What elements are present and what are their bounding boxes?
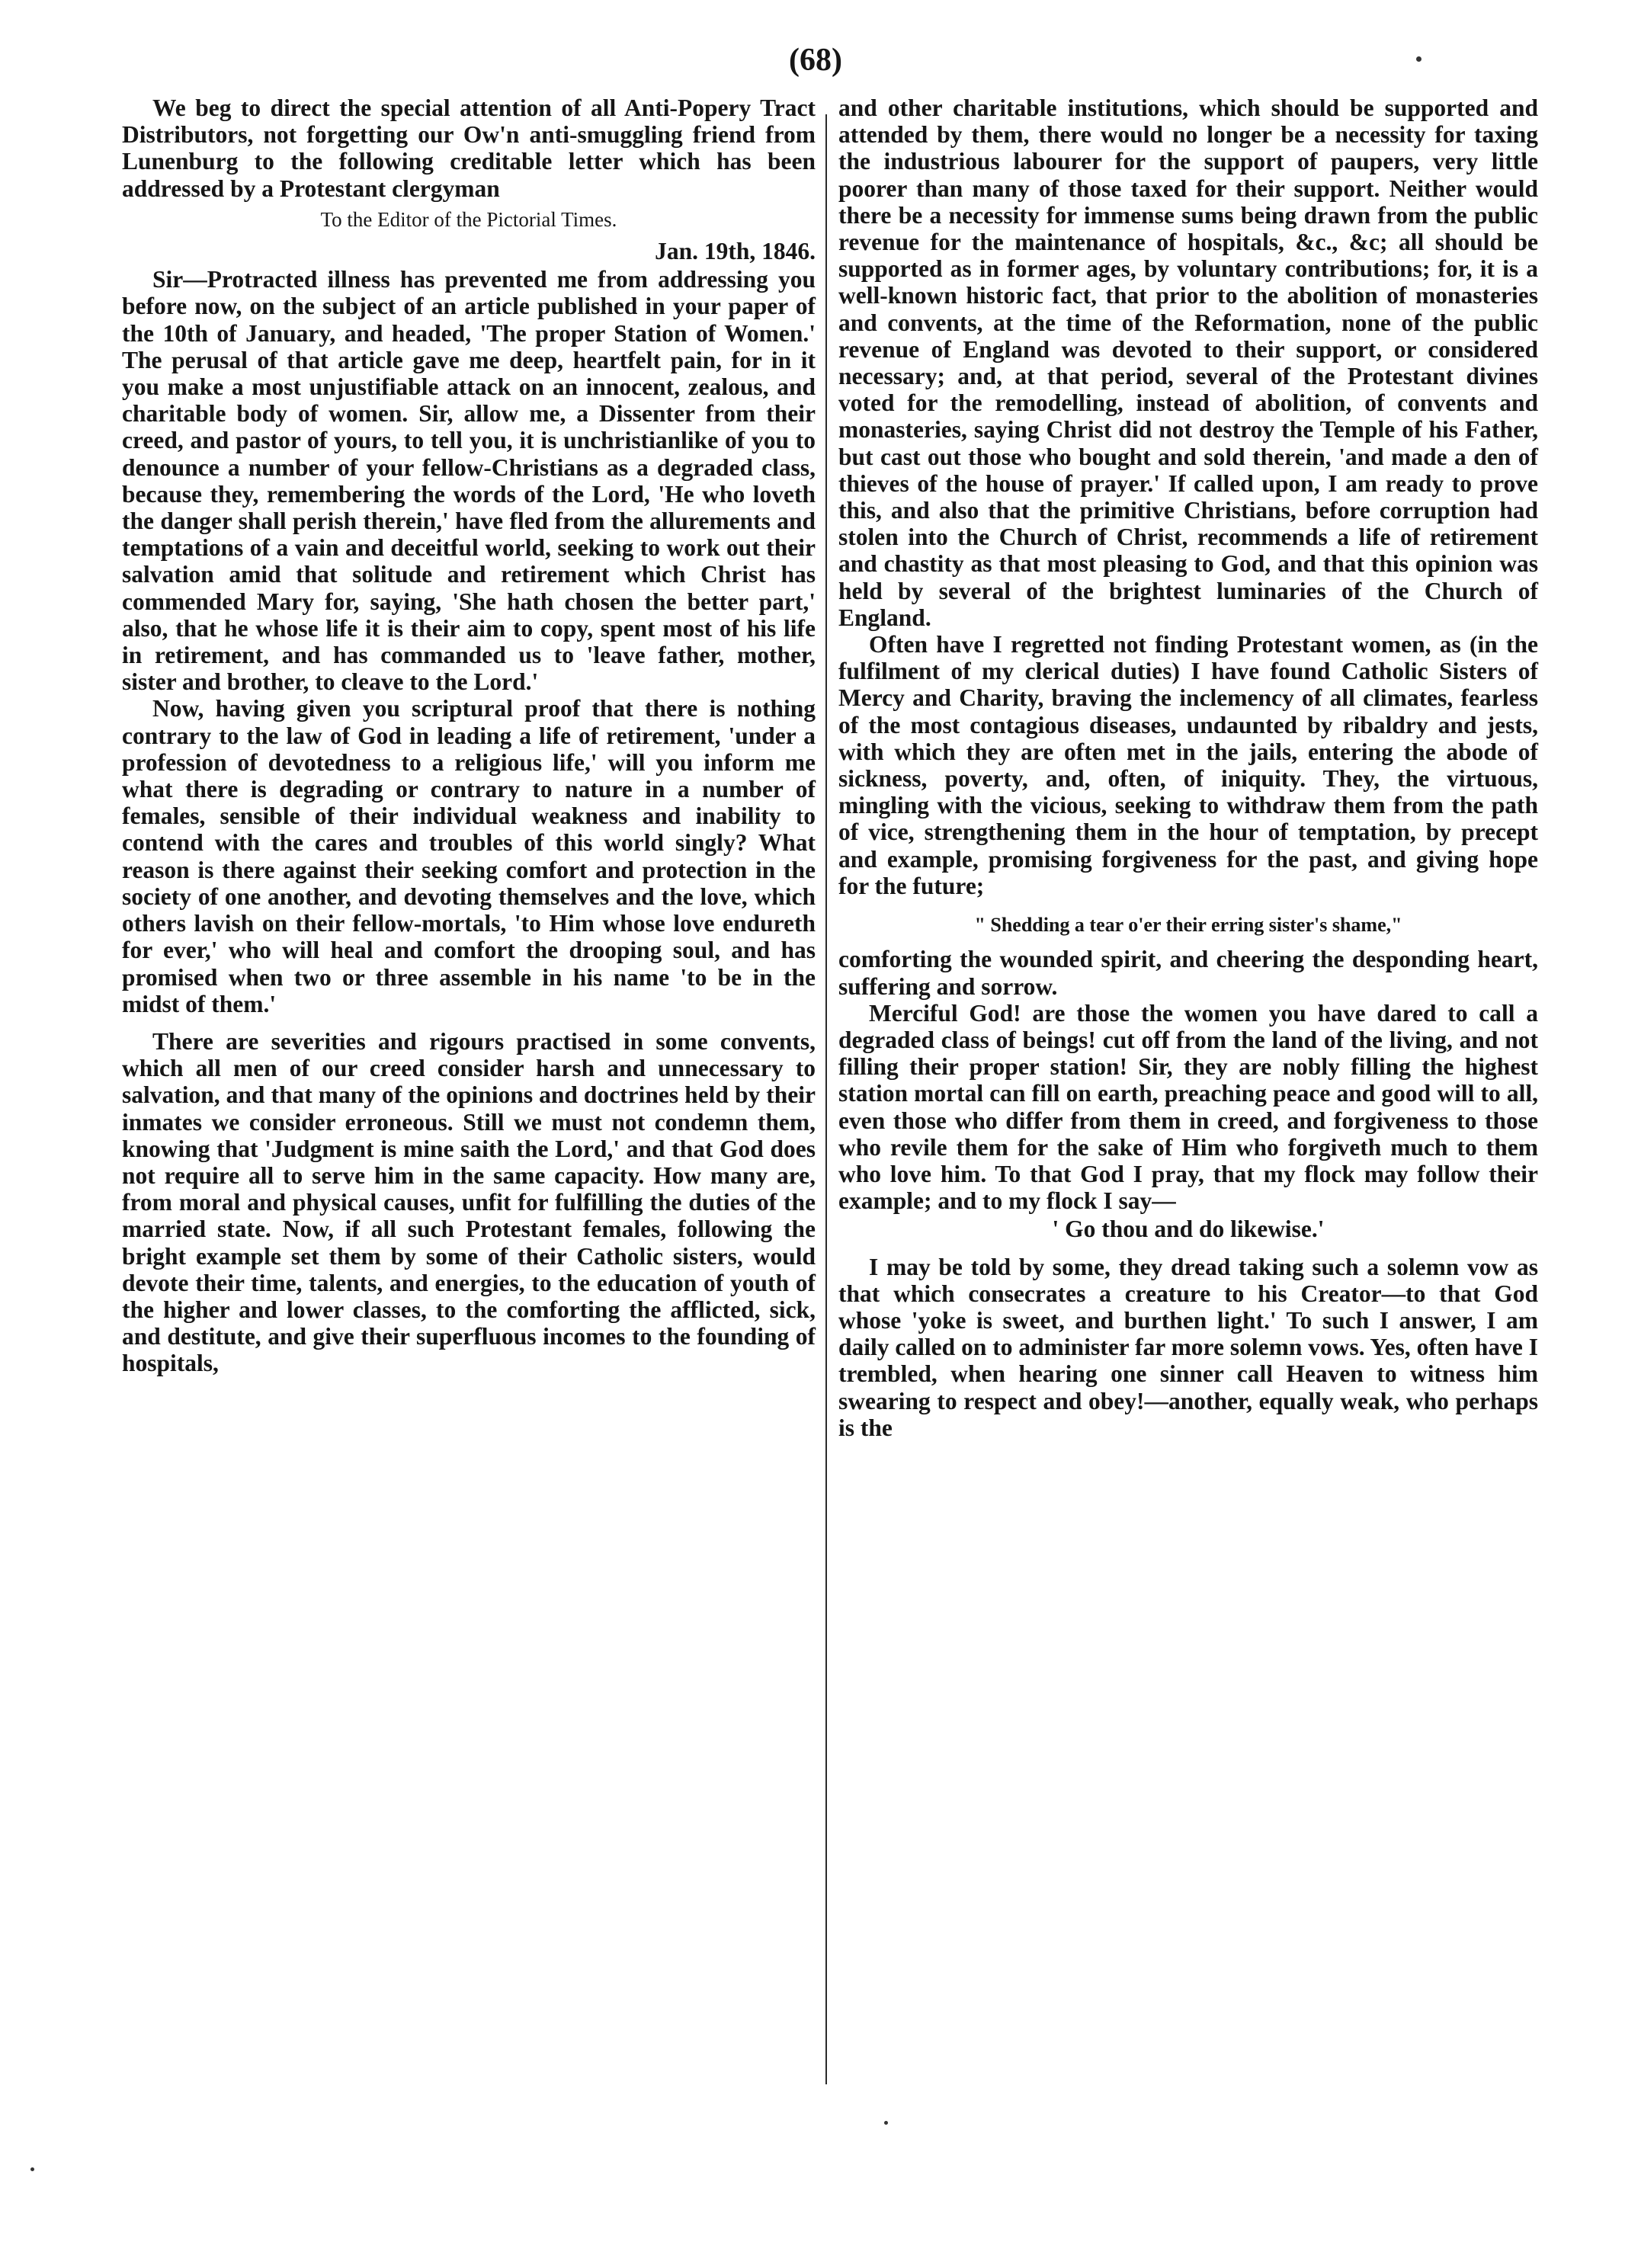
page-number: (68) bbox=[789, 43, 842, 78]
left-column bbox=[122, 94, 816, 1377]
letter-paragraph: Sir—Protracted illness has prevented me from addressing you before now, on the subject of an article published in your paper of the 10th of January, and headed, 'The proper Station of Women.' The perusal of that article gave me deep, heartfelt pain, for in it you make a most unjustifiable attack on an innocent, zealous, and charitable body of women. Sir, allow me, a Dissenter from their creed, and pastor of yours, to tell you, it is unchristianlike of you to denounce a number of your fellow-Christians as a degraded class, because they, remembering the words of the Lord, 'He who loveth the danger shall perish therein,' have fled from the allurements and temptations of a vain and deceitful world, seeking to work out their salvation amid that solitude and retirement which Christ has commended Mary for, saying, 'She hath chosen the better part,' also, that he whose life it is their aim to copy, spent most of his life in retirement, and has commanded us to 'leave father, mother, sister and brother, to cleave to the Lord.' bbox=[122, 266, 816, 696]
quoted-verse: " Shedding a tear o'er their erring sister's shame," bbox=[974, 914, 1402, 937]
letter-paragraph: I may be told by some, they dread taking such a solemn vow as that which consecrates a creature to his Creator—to that God whose 'yoke is sweet, and burthen light.' To such I answer, I am daily called on to administer far more solemn vows. Yes, often have I trembled, when hearing one sinner call Heaven to witness him swearing to respect and obey!—another, equally weak, who perhaps is the bbox=[838, 1253, 1538, 1441]
letter-paragraph: comforting the wounded spirit, and cheering the desponding heart, suffering and sorrow. bbox=[838, 946, 1538, 1000]
letter-paragraph: There are severities and rigours practised in some convents, which all men of our creed consider harsh and unnecessary to salvation, and that many of the opinions and doctrines held by their inmates we consider erroneous. Still we must not condemn them, knowing that 'Judgment is mine saith the Lord,' and that God does not require all to serve him in the same capacity. How many are, from moral and physical causes, unfit for fulfilling the duties of the married state. Now, if all such Protestant females, following the bright example set them by some of their Catholic sisters, would devote their time, talents, and energies, to the education of youth of the higher and lower classes, to the comforting the afflicted, sick, and destitute, and give their superfluous incomes to the founding of hospitals, bbox=[122, 1027, 816, 1377]
letter-paragraph: and other charitable institutions, which should be supported and attended by them, there would no longer be a necessity for taxing the industrious labourer for the support of paupers, very little poorer than many of those taxed for their support. Neither would there be a necessity for immense sums being drawn from the public revenue for the maintenance of hospitals, &c., &c; all should be supported as in former ages, by voluntary contributions; for, it is a well-known historic fact, that prior to the abolition of monasteries and convents, at the time of the Reformation, none of the public revenue of England was devoted to their support, or considered necessary; and, at that period, several of the Protestant divines voted for the remodelling, instead of abolition, of convents and monasteries, saying Christ did not destroy the Temple of his Father, but cast out those who bought and sold therein, 'and made a den of thieves of the house of prayer.' If called upon, I am ready to prove this, and also that the primitive Christians, before corruption had stolen into the Church of Christ, recommends a life of retirement and chastity as that most pleasing to God, and that this opinion was held by several of the brightest luminaries of the Church of England. bbox=[838, 94, 1538, 631]
paragraph-gap bbox=[122, 1017, 816, 1028]
ink-speck bbox=[884, 2121, 888, 2125]
ink-speck bbox=[1416, 56, 1421, 62]
letter-paragraph: Merciful God! are those the women you have dared to call a degraded class of beings! cut off from the land of the living, and not filling their proper station! Sir, they are nobly filling the highest station mortal can fill on earth, preaching peace and good will to all, even those who differ from them in creed, and forgiveness to those who revile them for the sake of Him who forgiveth much to them who love him. To that God I pray, that my flock may follow their example; and to my flock I say— bbox=[838, 999, 1538, 1215]
letter-paragraph: Often have I regretted not finding Protestant women, as (in the fulfilment of my clerical duties) I have found Catholic Sisters of Mercy and Charity, braving the inclemency of all climates, fearless of the most contagious diseases, undaunted by ribaldry and jests, with which they are often met in the jails, entering the abode of sickness, poverty, and, often, of iniquity. They, the virtuous, mingling with the vicious, seeking to withdraw them from the path of vice, strengthening them in the hour of temptation, by precept and example, promising forgiveness for the past, and giving hope for the future; bbox=[838, 631, 1538, 899]
column-divider bbox=[825, 114, 827, 2084]
ink-speck bbox=[30, 2167, 34, 2171]
letter-paragraph: Now, having given you scriptural proof that there is nothing contrary to the law of God in leading a life of retirement, 'under a profession of devotedness to a religious life,' will you inform me what there is degrading or contrary to nature in a number of females, sensible of their individual weakness and inability to contend with the cares and troubles of this world singly? What reason is there against their seeking comfort and protection in the society of one another, and devoting themselves and the love, which others lavish on their fellow-mortals, 'to Him whose love endureth for ever,' who will heal and comfort the drooping soul, and has promised when two or three assemble in his name 'to be in the midst of them.' bbox=[122, 695, 816, 1017]
letter-date: Jan. 19th, 1846. bbox=[655, 238, 816, 265]
scripture-quote: ' Go thou and do likewise.' bbox=[1052, 1216, 1325, 1243]
intro-paragraph: We beg to direct the special attention of all Anti-Popery Tract Distributors, not forgetting our Ow'n anti-smuggling friend from Lunenburg to the following creditable letter which has been addressed by a Protestant clergyman bbox=[122, 94, 816, 202]
letter-addressee: To the Editor of the Pictorial Times. bbox=[320, 207, 617, 231]
right-column bbox=[838, 94, 1538, 1441]
